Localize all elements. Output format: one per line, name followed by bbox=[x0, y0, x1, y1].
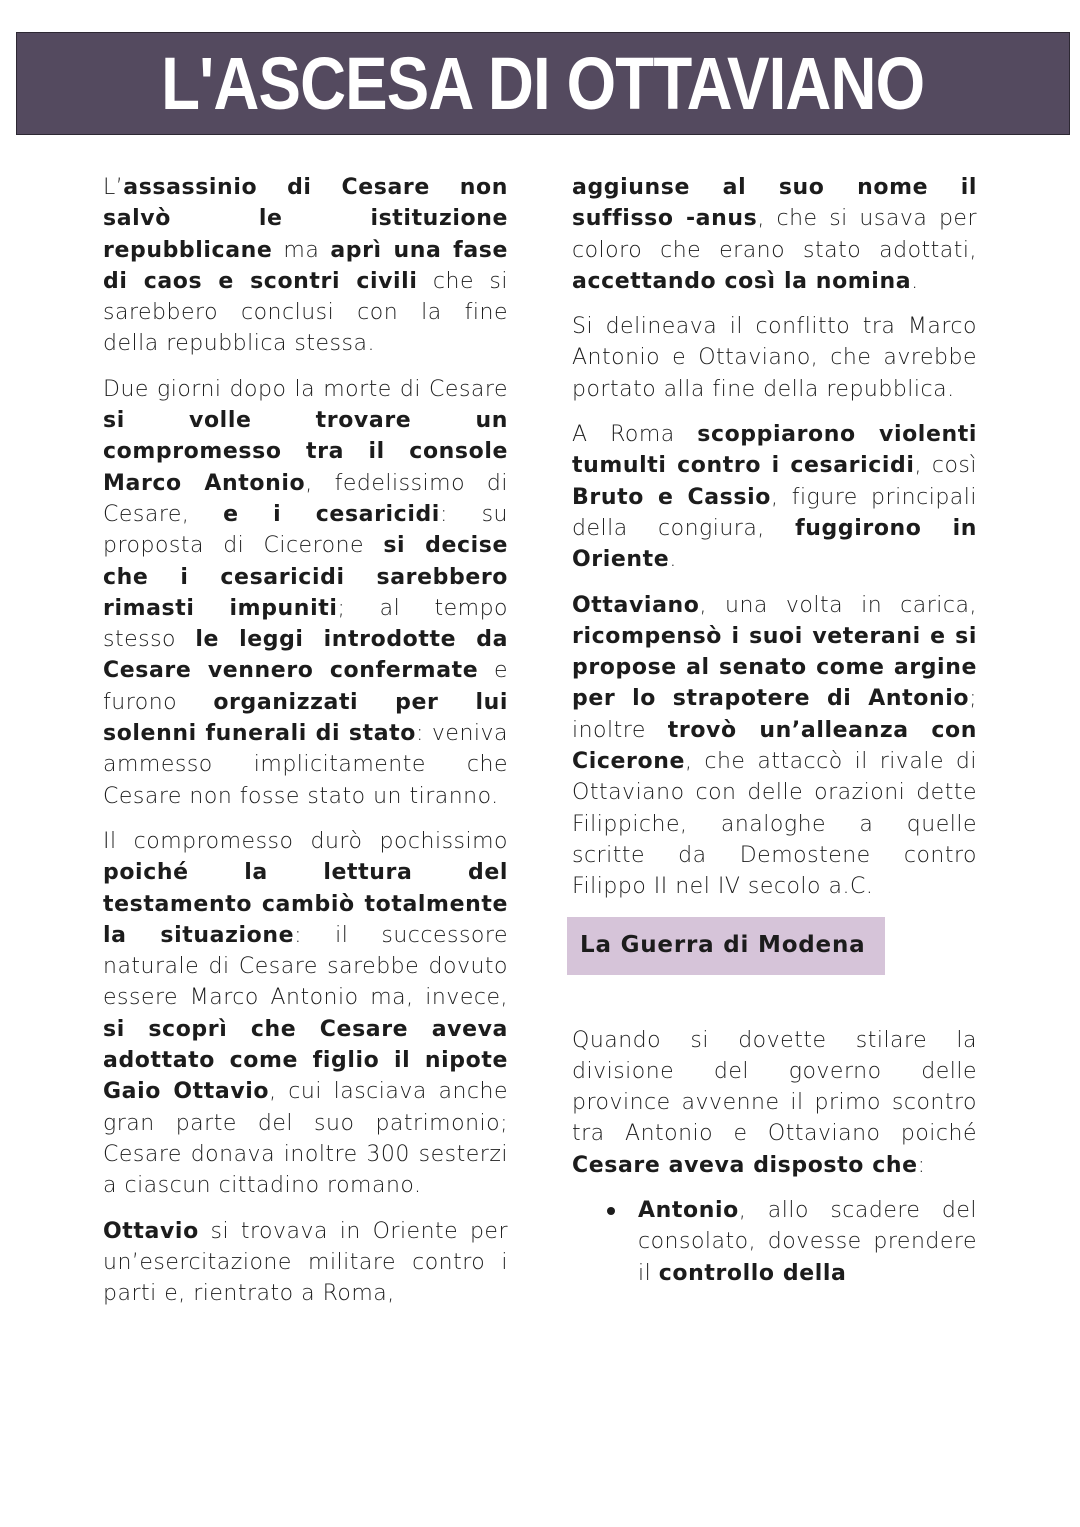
paragraph-compromesso bbox=[103, 374, 508, 812]
text-run: ; al tempo stesso bbox=[103, 595, 508, 653]
paragraph-tumulti bbox=[572, 419, 977, 575]
text-run: , figure principali della congiura, bbox=[572, 484, 977, 541]
text-run: , allo scadere del consolato, dovesse prendere il bbox=[638, 1198, 977, 1286]
list-item-text bbox=[638, 1198, 977, 1286]
text-run: : il successore naturale di Cesare sarebbe dovuto essere Marco Antonio ma, invece, bbox=[103, 922, 508, 1011]
text-run: . bbox=[669, 547, 677, 573]
text-run: e furono bbox=[103, 658, 509, 715]
text-run: Due giorni dopo la morte di Cesare bbox=[103, 376, 508, 402]
text-run: A Roma bbox=[572, 422, 698, 448]
bold-text: le leggi introdotte da Cesare vennero confermate bbox=[103, 627, 509, 684]
text-run: Il compromesso durò pochissimo bbox=[103, 828, 508, 854]
text-run: che si sarebbero conclusi con la fine della repubblica stessa. bbox=[103, 268, 508, 357]
text-run: si trovava in Oriente per un’esercitazione militare contro i parti e, rientrato a Roma, bbox=[103, 1218, 508, 1307]
bold-text: accettando così la nomina bbox=[572, 268, 912, 294]
bullet-dot-icon bbox=[607, 1207, 615, 1215]
text-run: . bbox=[911, 268, 919, 294]
text-run: L’ bbox=[103, 175, 124, 200]
paragraph-province bbox=[572, 1025, 977, 1181]
page-title: L'ASCESA DI OTTAVIANO bbox=[161, 41, 925, 125]
text-run: , una volta in carica, bbox=[699, 592, 977, 618]
paragraph-conflitto bbox=[572, 311, 977, 405]
text-run: , che attaccò il rivale di Ottaviano con delle orazioni dette Filippiche, analoghe a quelle scritte da Demostene contro Filippo II nel IV secolo a.C. bbox=[572, 749, 977, 900]
bold-text: si decise che i cesaricidi sarebbero rimasti impuniti bbox=[103, 533, 508, 621]
bold-text: Antonio bbox=[638, 1198, 739, 1224]
text-run: ; inoltre bbox=[572, 686, 977, 743]
right-column bbox=[572, 172, 977, 1289]
bold-text: trovò un’alleanza con Cicerone bbox=[572, 717, 977, 775]
bold-text: scoppiarono violenti tumulti contro i cesaricidi bbox=[572, 422, 977, 479]
bold-text: Cesare aveva disposto che bbox=[572, 1152, 918, 1178]
bold-text: ricompensò i suoi veterani e si propose al senato come argine per lo strapotere di Antonio bbox=[572, 623, 977, 712]
paragraph-suffisso bbox=[572, 172, 977, 297]
bold-text: aggiunse al suo nome il suffisso -anus bbox=[572, 175, 977, 232]
title-banner bbox=[16, 32, 1070, 135]
bold-text: si volle trovare un compromesso tra il console Marco Antonio bbox=[103, 408, 508, 496]
text-run: , così bbox=[914, 453, 977, 479]
paragraph-ottaviano bbox=[572, 590, 977, 903]
bold-text: controllo della bbox=[658, 1260, 847, 1286]
paragraph-ottavio bbox=[103, 1216, 508, 1310]
bold-text: si scoprì che Cesare aveva adottato come figlio il nipote Gaio Ottavio bbox=[103, 1016, 508, 1105]
text-run: Quando si dovette stilare la divisione del governo delle province avvenne il primo scontro tra Antonio e Ottaviano poiché bbox=[572, 1027, 977, 1147]
bold-text: poiché la lettura del testamento cambiò totalmente la situazione bbox=[103, 860, 508, 948]
bold-text: Bruto e Cassio bbox=[572, 484, 771, 510]
bold-text: Ottavio bbox=[103, 1218, 199, 1244]
text-run: : bbox=[917, 1152, 926, 1178]
text-run: : su proposta di Cicerone bbox=[103, 501, 508, 559]
section-heading-modena: La Guerra di Modena bbox=[567, 917, 885, 975]
bullet-list bbox=[572, 1195, 977, 1289]
text-run: Si delineava il conflitto tra Marco Antonio e Ottaviano, che avrebbe portato alla fine della repubblica. bbox=[572, 314, 977, 402]
bold-text: assassinio di Cesare non salvò le istituzione repubblicane bbox=[103, 175, 508, 263]
list-item bbox=[638, 1195, 977, 1289]
bold-text: aprì una fase di caos e scontri civili bbox=[103, 237, 508, 294]
paragraph-testamento bbox=[103, 826, 508, 1202]
paragraph-assassinio bbox=[103, 172, 508, 360]
bold-text: Ottaviano bbox=[572, 592, 700, 618]
text-run: , fedelissimo di Cesare, bbox=[103, 470, 508, 527]
left-column bbox=[103, 172, 508, 1323]
text-run: , che si usava per coloro che erano stato adottati, bbox=[572, 206, 978, 263]
text-run: ma bbox=[272, 237, 331, 263]
text-run: , cui lasciava anche gran parte del suo patrimonio; Cesare donava inoltre 300 sesterzi a ciascun cittadino romano. bbox=[103, 1079, 508, 1199]
bold-text: fuggirono in Oriente bbox=[572, 515, 978, 573]
bold-text: e i cesaricidi bbox=[223, 501, 440, 527]
text-run: : veniva ammesso implicitamente che Cesare non fosse stato un tiranno. bbox=[103, 721, 508, 809]
bold-text: organizzati per lui solenni funerali di stato bbox=[103, 689, 508, 747]
